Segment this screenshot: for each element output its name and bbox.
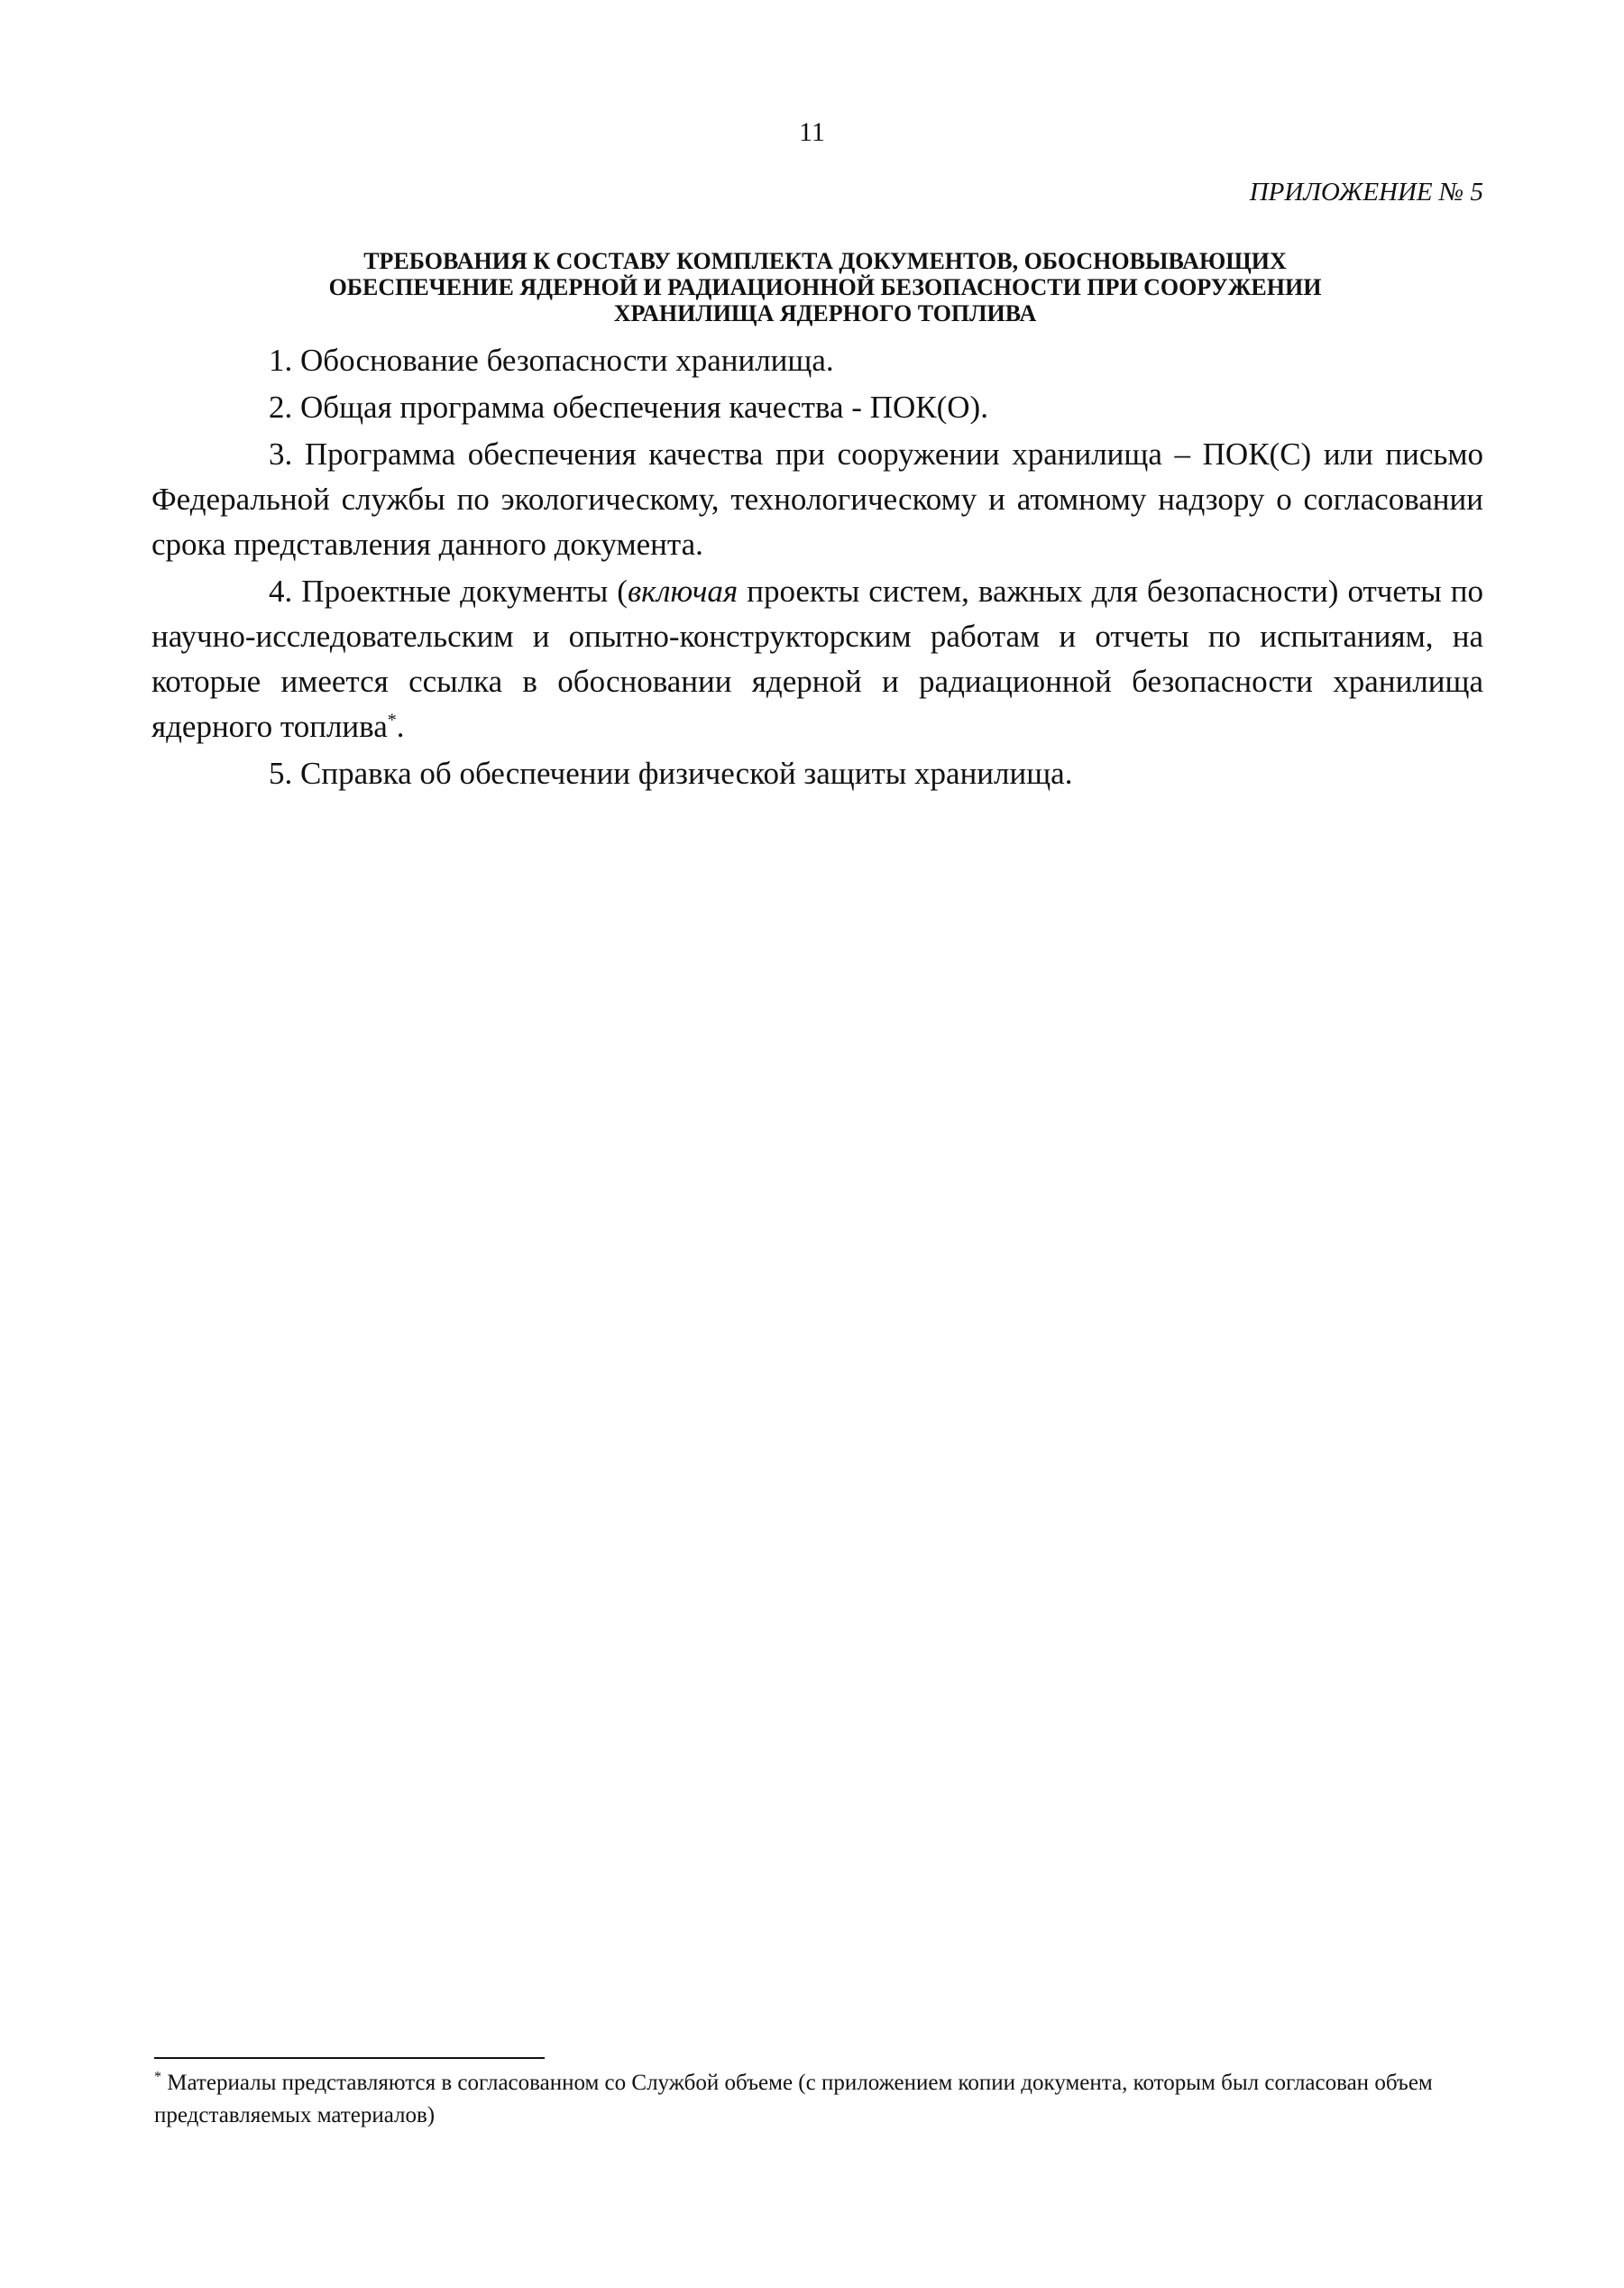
list-item-4 <box>151 569 1483 749</box>
document-title <box>243 248 1407 326</box>
list-item-3: 3. Программа обеспечения качества при сооружении хранилища – ПОК(С) или письмо Федеральной службы по экологическому, технологическому и атомному надзору о согласовании срока представления данного документа. <box>151 436 1483 562</box>
footnote-divider <box>154 2057 545 2059</box>
list-item-4-text-a: 4. Проектные документы ( <box>269 574 628 609</box>
list-item-1: 1. Обоснование безопасности хранилища. <box>269 343 834 378</box>
footnote-text: Материалы представляются в согласованном со Службой объеме (с приложением копии документа, которым был согласован объем представляемых материалов) <box>154 2071 1433 2127</box>
list-item-5: 5. Справка об обеспечении физической защиты хранилища. <box>269 756 1073 791</box>
title-line-3: ХРАНИЛИЩА ЯДЕРНОГО ТОПЛИВА <box>613 300 1037 326</box>
list-item-4-italic: включая <box>627 574 739 609</box>
appendix-label: ПРИЛОЖЕНИЕ № 5 <box>1249 178 1483 207</box>
footnote <box>154 2067 1444 2132</box>
list-item-4-text-b: проекты систем, важных для безопасности) отчеты по научно-исследовательским и опытно-конструкторским работам и отчеты по испытаниям, на которые имеется ссылка в обосновании ядерной и радиационной безопасности хранилища ядерного топлива <box>151 574 1483 744</box>
list-item-2: 2. Общая программа обеспечения качества - ПОК(О). <box>269 390 988 425</box>
title-line-1: ТРЕБОВАНИЯ К СОСТАВУ КОМПЛЕКТА ДОКУМЕНТОВ, ОБОСНОВЫВАЮЩИХ <box>363 248 1287 274</box>
title-line-2: ОБЕСПЕЧЕНИЕ ЯДЕРНОЙ И РАДИАЦИОННОЙ БЕЗОПАСНОСТИ ПРИ СООРУЖЕНИИ <box>328 274 1322 300</box>
footnote-mark: * <box>154 2069 161 2085</box>
page-number: 11 <box>799 117 825 147</box>
list-item-4-text-end: . <box>396 709 405 744</box>
document-body <box>151 338 1483 798</box>
footnote-reference: * <box>387 710 397 731</box>
